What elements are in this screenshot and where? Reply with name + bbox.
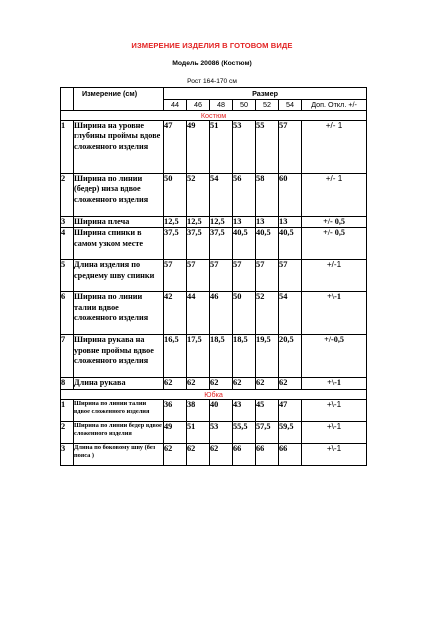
size-value: 12,5 bbox=[187, 217, 210, 228]
size-value: 66 bbox=[233, 443, 256, 465]
size-value: 13 bbox=[233, 217, 256, 228]
row-number: 2 bbox=[61, 174, 74, 217]
size-value: 45 bbox=[256, 399, 279, 421]
table-row bbox=[61, 399, 367, 421]
size-value: 62 bbox=[210, 378, 233, 389]
measurement-desc: Ширина по линии талии вдвое сложенного изделия bbox=[74, 292, 164, 335]
measurement-header: Измерение (см) bbox=[74, 88, 164, 111]
size-value: 40,5 bbox=[256, 228, 279, 260]
section-title: Юбка bbox=[61, 389, 367, 399]
measurement-desc: Ширина рукава на уровне проймы вдвое сложенного изделия bbox=[74, 335, 164, 378]
size-value: 51 bbox=[187, 421, 210, 443]
measurement-desc: Длина рукава bbox=[74, 378, 164, 389]
tolerance-value: +\-1 bbox=[302, 292, 367, 335]
header-row bbox=[61, 88, 367, 100]
size-value: 43 bbox=[233, 399, 256, 421]
size-value: 18,5 bbox=[233, 335, 256, 378]
measurement-desc: Ширина по линии бедер вдвое сложенного изделия bbox=[74, 421, 164, 443]
size-value: 54 bbox=[279, 292, 302, 335]
measurement-desc: Ширина спинки в самом узком месте bbox=[74, 228, 164, 260]
size-value: 47 bbox=[164, 121, 187, 174]
table-row bbox=[61, 292, 367, 335]
size-col: 50 bbox=[233, 100, 256, 111]
size-value: 16,5 bbox=[164, 335, 187, 378]
measurement-desc: Ширина по линии (бедер) низа вдвое сложенного изделия bbox=[74, 174, 164, 217]
row-number: 7 bbox=[61, 335, 74, 378]
size-value: 40,5 bbox=[233, 228, 256, 260]
size-value: 51 bbox=[210, 121, 233, 174]
size-value: 46 bbox=[210, 292, 233, 335]
tolerance-value: +\-1 bbox=[302, 399, 367, 421]
size-value: 62 bbox=[164, 378, 187, 389]
size-value: 37,5 bbox=[164, 228, 187, 260]
size-value: 49 bbox=[164, 421, 187, 443]
size-value: 40,5 bbox=[279, 228, 302, 260]
size-value: 17,5 bbox=[187, 335, 210, 378]
size-value: 44 bbox=[187, 292, 210, 335]
document-title: ИЗМЕРЕНИЕ ИЗДЕЛИЯ В ГОТОВОМ ВИДЕ bbox=[131, 41, 293, 50]
size-value: 37,5 bbox=[210, 228, 233, 260]
size-value: 62 bbox=[233, 378, 256, 389]
table-row bbox=[61, 174, 367, 217]
row-number: 1 bbox=[61, 121, 74, 174]
size-table bbox=[60, 87, 367, 466]
row-number: 3 bbox=[61, 217, 74, 228]
section-row bbox=[61, 111, 367, 121]
table-row bbox=[61, 443, 367, 465]
header-blank bbox=[61, 88, 74, 111]
tolerance-header: Доп. Откл. +/- bbox=[302, 100, 367, 111]
section-title: Костюм bbox=[61, 111, 367, 121]
tolerance-value: +\-1 bbox=[302, 443, 367, 465]
tolerance-value: +\-1 bbox=[302, 378, 367, 389]
measurement-desc: Длина изделия по среднему шву спинки bbox=[74, 260, 164, 292]
row-number: 3 bbox=[61, 443, 74, 465]
size-value: 12,5 bbox=[164, 217, 187, 228]
size-value: 54 bbox=[210, 174, 233, 217]
size-col: 44 bbox=[164, 100, 187, 111]
size-value: 53 bbox=[233, 121, 256, 174]
size-value: 62 bbox=[256, 378, 279, 389]
size-value: 60 bbox=[279, 174, 302, 217]
size-value: 47 bbox=[279, 399, 302, 421]
size-col: 54 bbox=[279, 100, 302, 111]
size-value: 57 bbox=[164, 260, 187, 292]
size-value: 42 bbox=[164, 292, 187, 335]
size-value: 52 bbox=[187, 174, 210, 217]
row-number: 2 bbox=[61, 421, 74, 443]
size-value: 57 bbox=[256, 260, 279, 292]
size-col: 46 bbox=[187, 100, 210, 111]
size-value: 38 bbox=[187, 399, 210, 421]
size-value: 53 bbox=[210, 421, 233, 443]
size-value: 40 bbox=[210, 399, 233, 421]
size-value: 50 bbox=[233, 292, 256, 335]
table-row bbox=[61, 421, 367, 443]
table-row bbox=[61, 121, 367, 174]
size-value: 58 bbox=[256, 174, 279, 217]
row-number: 1 bbox=[61, 399, 74, 421]
size-value: 12,5 bbox=[210, 217, 233, 228]
table-row bbox=[61, 335, 367, 378]
size-value: 57 bbox=[279, 260, 302, 292]
size-value: 13 bbox=[256, 217, 279, 228]
size-value: 36 bbox=[164, 399, 187, 421]
section-row bbox=[61, 389, 367, 399]
size-value: 13 bbox=[279, 217, 302, 228]
tolerance-value: +\-1 bbox=[302, 421, 367, 443]
table-row bbox=[61, 217, 367, 228]
tolerance-value: +/- 0,5 bbox=[302, 217, 367, 228]
size-col: 48 bbox=[210, 100, 233, 111]
size-value: 50 bbox=[164, 174, 187, 217]
size-header: Размер bbox=[164, 88, 367, 100]
size-value: 55,5 bbox=[233, 421, 256, 443]
size-value: 62 bbox=[187, 378, 210, 389]
measurement-desc: Ширина на уровне глубины проймы вдове сложенного изделия bbox=[74, 121, 164, 174]
tolerance-value: +/-0,5 bbox=[302, 335, 367, 378]
table-row bbox=[61, 228, 367, 260]
tolerance-value: +/- 0,5 bbox=[302, 228, 367, 260]
measurement-desc: Ширина по линии талии вдвое сложенного изделия bbox=[74, 399, 164, 421]
size-value: 20,5 bbox=[279, 335, 302, 378]
size-value: 62 bbox=[164, 443, 187, 465]
row-number: 8 bbox=[61, 378, 74, 389]
size-value: 18,5 bbox=[210, 335, 233, 378]
size-value: 62 bbox=[210, 443, 233, 465]
measurement-desc: Длина по боковому шву (без пояса ) bbox=[74, 443, 164, 465]
size-value: 37,5 bbox=[187, 228, 210, 260]
size-value: 57 bbox=[233, 260, 256, 292]
size-value: 62 bbox=[279, 378, 302, 389]
size-value: 66 bbox=[256, 443, 279, 465]
size-value: 66 bbox=[279, 443, 302, 465]
table-row bbox=[61, 378, 367, 389]
tolerance-value: +/- 1 bbox=[302, 174, 367, 217]
size-value: 49 bbox=[187, 121, 210, 174]
size-value: 57 bbox=[279, 121, 302, 174]
row-number: 5 bbox=[61, 260, 74, 292]
size-value: 62 bbox=[187, 443, 210, 465]
size-value: 56 bbox=[233, 174, 256, 217]
size-value: 19,5 bbox=[256, 335, 279, 378]
measurement-desc: Ширина плеча bbox=[74, 217, 164, 228]
table-row bbox=[61, 260, 367, 292]
height-range: Рост 164-170 см bbox=[187, 78, 237, 85]
size-value: 55 bbox=[256, 121, 279, 174]
size-value: 59,5 bbox=[279, 421, 302, 443]
size-value: 57 bbox=[210, 260, 233, 292]
size-value: 52 bbox=[256, 292, 279, 335]
tolerance-value: +/- 1 bbox=[302, 121, 367, 174]
row-number: 4 bbox=[61, 228, 74, 260]
tolerance-value: +/-1 bbox=[302, 260, 367, 292]
row-number: 6 bbox=[61, 292, 74, 335]
model-name: Модель 20086 (Костюм) bbox=[172, 60, 252, 67]
size-value: 57,5 bbox=[256, 421, 279, 443]
size-value: 57 bbox=[187, 260, 210, 292]
size-col: 52 bbox=[256, 100, 279, 111]
